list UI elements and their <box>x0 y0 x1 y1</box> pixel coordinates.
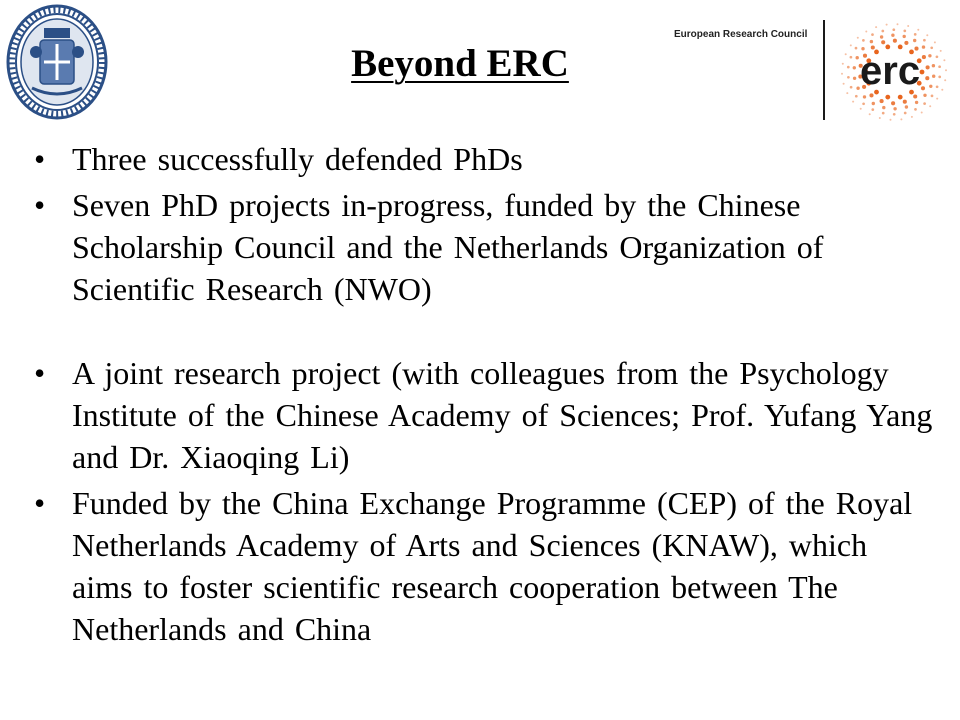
bullet-text: A joint research project (with colleagues from the Psychology Institute of the Chinese Academy of Sciences; Prof. Yufang Yang and Dr. Xiaoqing Li) <box>72 355 933 475</box>
bullet-text: Seven PhD projects in-progress, funded by the Chinese Scholarship Council and the Netherlands Organization of Scientific Research (NWO) <box>72 187 824 307</box>
erc-dot <box>871 33 874 36</box>
erc-dot <box>905 105 908 108</box>
bullet-text: Funded by the China Exchange Programme (CEP) of the Royal Netherlands Academy of Arts and Sciences (KNAW), which aims to foster scientific research cooperation between The Netherlands and China <box>72 485 913 647</box>
erc-dot <box>850 56 853 59</box>
erc-dot <box>856 56 859 59</box>
bullet-dot-icon: • <box>34 485 46 521</box>
bullet-dot-icon: • <box>34 141 46 177</box>
erc-dot <box>903 35 906 38</box>
erc-dot <box>853 66 856 69</box>
page-title: Beyond ERC <box>351 42 569 85</box>
erc-dot <box>893 107 896 110</box>
erc-logo-icon <box>826 16 952 126</box>
list-item <box>34 352 934 478</box>
erc-dot <box>917 29 919 31</box>
erc-dot <box>904 41 908 45</box>
erc-dot <box>931 95 934 98</box>
erc-dot <box>897 23 899 25</box>
erc-dot <box>846 92 848 94</box>
erc-dot <box>880 35 883 38</box>
erc-caption: European Research Council <box>674 29 808 40</box>
erc-dot <box>898 95 903 100</box>
list-item <box>34 138 934 180</box>
erc-dot <box>923 94 926 97</box>
erc-dot <box>860 108 862 110</box>
erc-dot <box>886 24 888 26</box>
erc-dot <box>893 39 897 43</box>
erc-dot <box>945 69 947 71</box>
erc-dot <box>872 102 875 105</box>
erc-dot <box>913 94 917 98</box>
erc-dot <box>857 37 859 39</box>
erc-dot <box>891 34 894 37</box>
erc-dot <box>936 85 939 88</box>
erc-dot <box>900 118 902 120</box>
erc-dot <box>936 98 938 100</box>
erc-dot <box>882 112 885 115</box>
erc-dot <box>881 40 885 44</box>
erc-dot <box>853 77 856 80</box>
erc-dot <box>913 39 916 42</box>
erc-dot <box>871 108 874 111</box>
erc-dot <box>842 63 844 65</box>
erc-dot <box>929 105 931 107</box>
erc-dot <box>938 76 941 79</box>
erc-wordmark: erc <box>860 49 921 93</box>
list-item <box>34 184 934 310</box>
erc-dot <box>914 33 917 36</box>
erc-dot <box>932 75 935 78</box>
erc-dot <box>904 112 907 115</box>
erc-dot <box>865 31 867 33</box>
erc-dot <box>869 113 871 115</box>
bullet-text: Three successfully defended PhDs <box>72 141 523 177</box>
erc-dot <box>881 30 884 33</box>
erc-dot <box>892 28 895 31</box>
bullet-dot-icon: • <box>34 187 46 223</box>
erc-dot <box>930 46 933 49</box>
erc-dot <box>880 99 884 103</box>
erc-dot <box>862 102 865 105</box>
erc-dot <box>847 76 850 79</box>
erc-dot <box>925 76 929 80</box>
erc-dot <box>926 65 930 69</box>
erc-dot <box>915 101 918 104</box>
erc-dot <box>855 47 858 50</box>
erc-dot <box>936 55 939 58</box>
erc-dot <box>847 66 850 69</box>
erc-dot <box>938 65 941 68</box>
erc-dot <box>885 95 890 100</box>
erc-dot <box>863 95 866 98</box>
erc-dot <box>923 102 926 105</box>
erc-dot <box>920 70 925 75</box>
erc-dot <box>890 119 892 121</box>
bullet-list <box>34 138 934 654</box>
erc-dot <box>845 53 847 55</box>
erc-dot <box>850 86 853 89</box>
erc-dot <box>923 39 926 42</box>
erc-dot <box>911 116 913 118</box>
erc-dot <box>928 54 931 57</box>
erc-dot <box>940 50 942 52</box>
erc-dot <box>914 108 917 111</box>
erc-dot <box>850 44 852 46</box>
erc-dot <box>841 73 843 75</box>
erc-dot <box>907 25 909 27</box>
erc-dot <box>941 89 943 91</box>
erc-dot <box>929 85 932 88</box>
list-item <box>34 482 934 650</box>
erc-dot <box>843 83 845 85</box>
erc-dot <box>855 95 858 98</box>
erc-dot <box>870 40 873 43</box>
erc-dot <box>882 106 885 109</box>
university-seal-icon <box>6 4 108 120</box>
erc-dot <box>921 86 925 90</box>
erc-dot <box>891 101 895 105</box>
erc-dot <box>922 55 926 59</box>
erc-dot <box>932 64 935 67</box>
erc-dot <box>943 59 945 61</box>
erc-dot <box>922 45 925 48</box>
erc-dot <box>879 117 881 119</box>
erc-dot <box>903 30 906 33</box>
erc-dot <box>921 112 923 114</box>
bullet-dot-icon: • <box>34 355 46 391</box>
erc-dot <box>926 34 928 36</box>
erc-dot <box>875 26 877 28</box>
erc-dot <box>903 100 907 104</box>
logo-divider <box>823 20 825 120</box>
erc-dot <box>862 39 865 42</box>
erc-dot <box>944 79 946 81</box>
erc-dot <box>869 93 873 97</box>
erc-dot <box>934 41 936 43</box>
erc-dot <box>852 101 854 103</box>
erc-dot <box>893 113 896 116</box>
